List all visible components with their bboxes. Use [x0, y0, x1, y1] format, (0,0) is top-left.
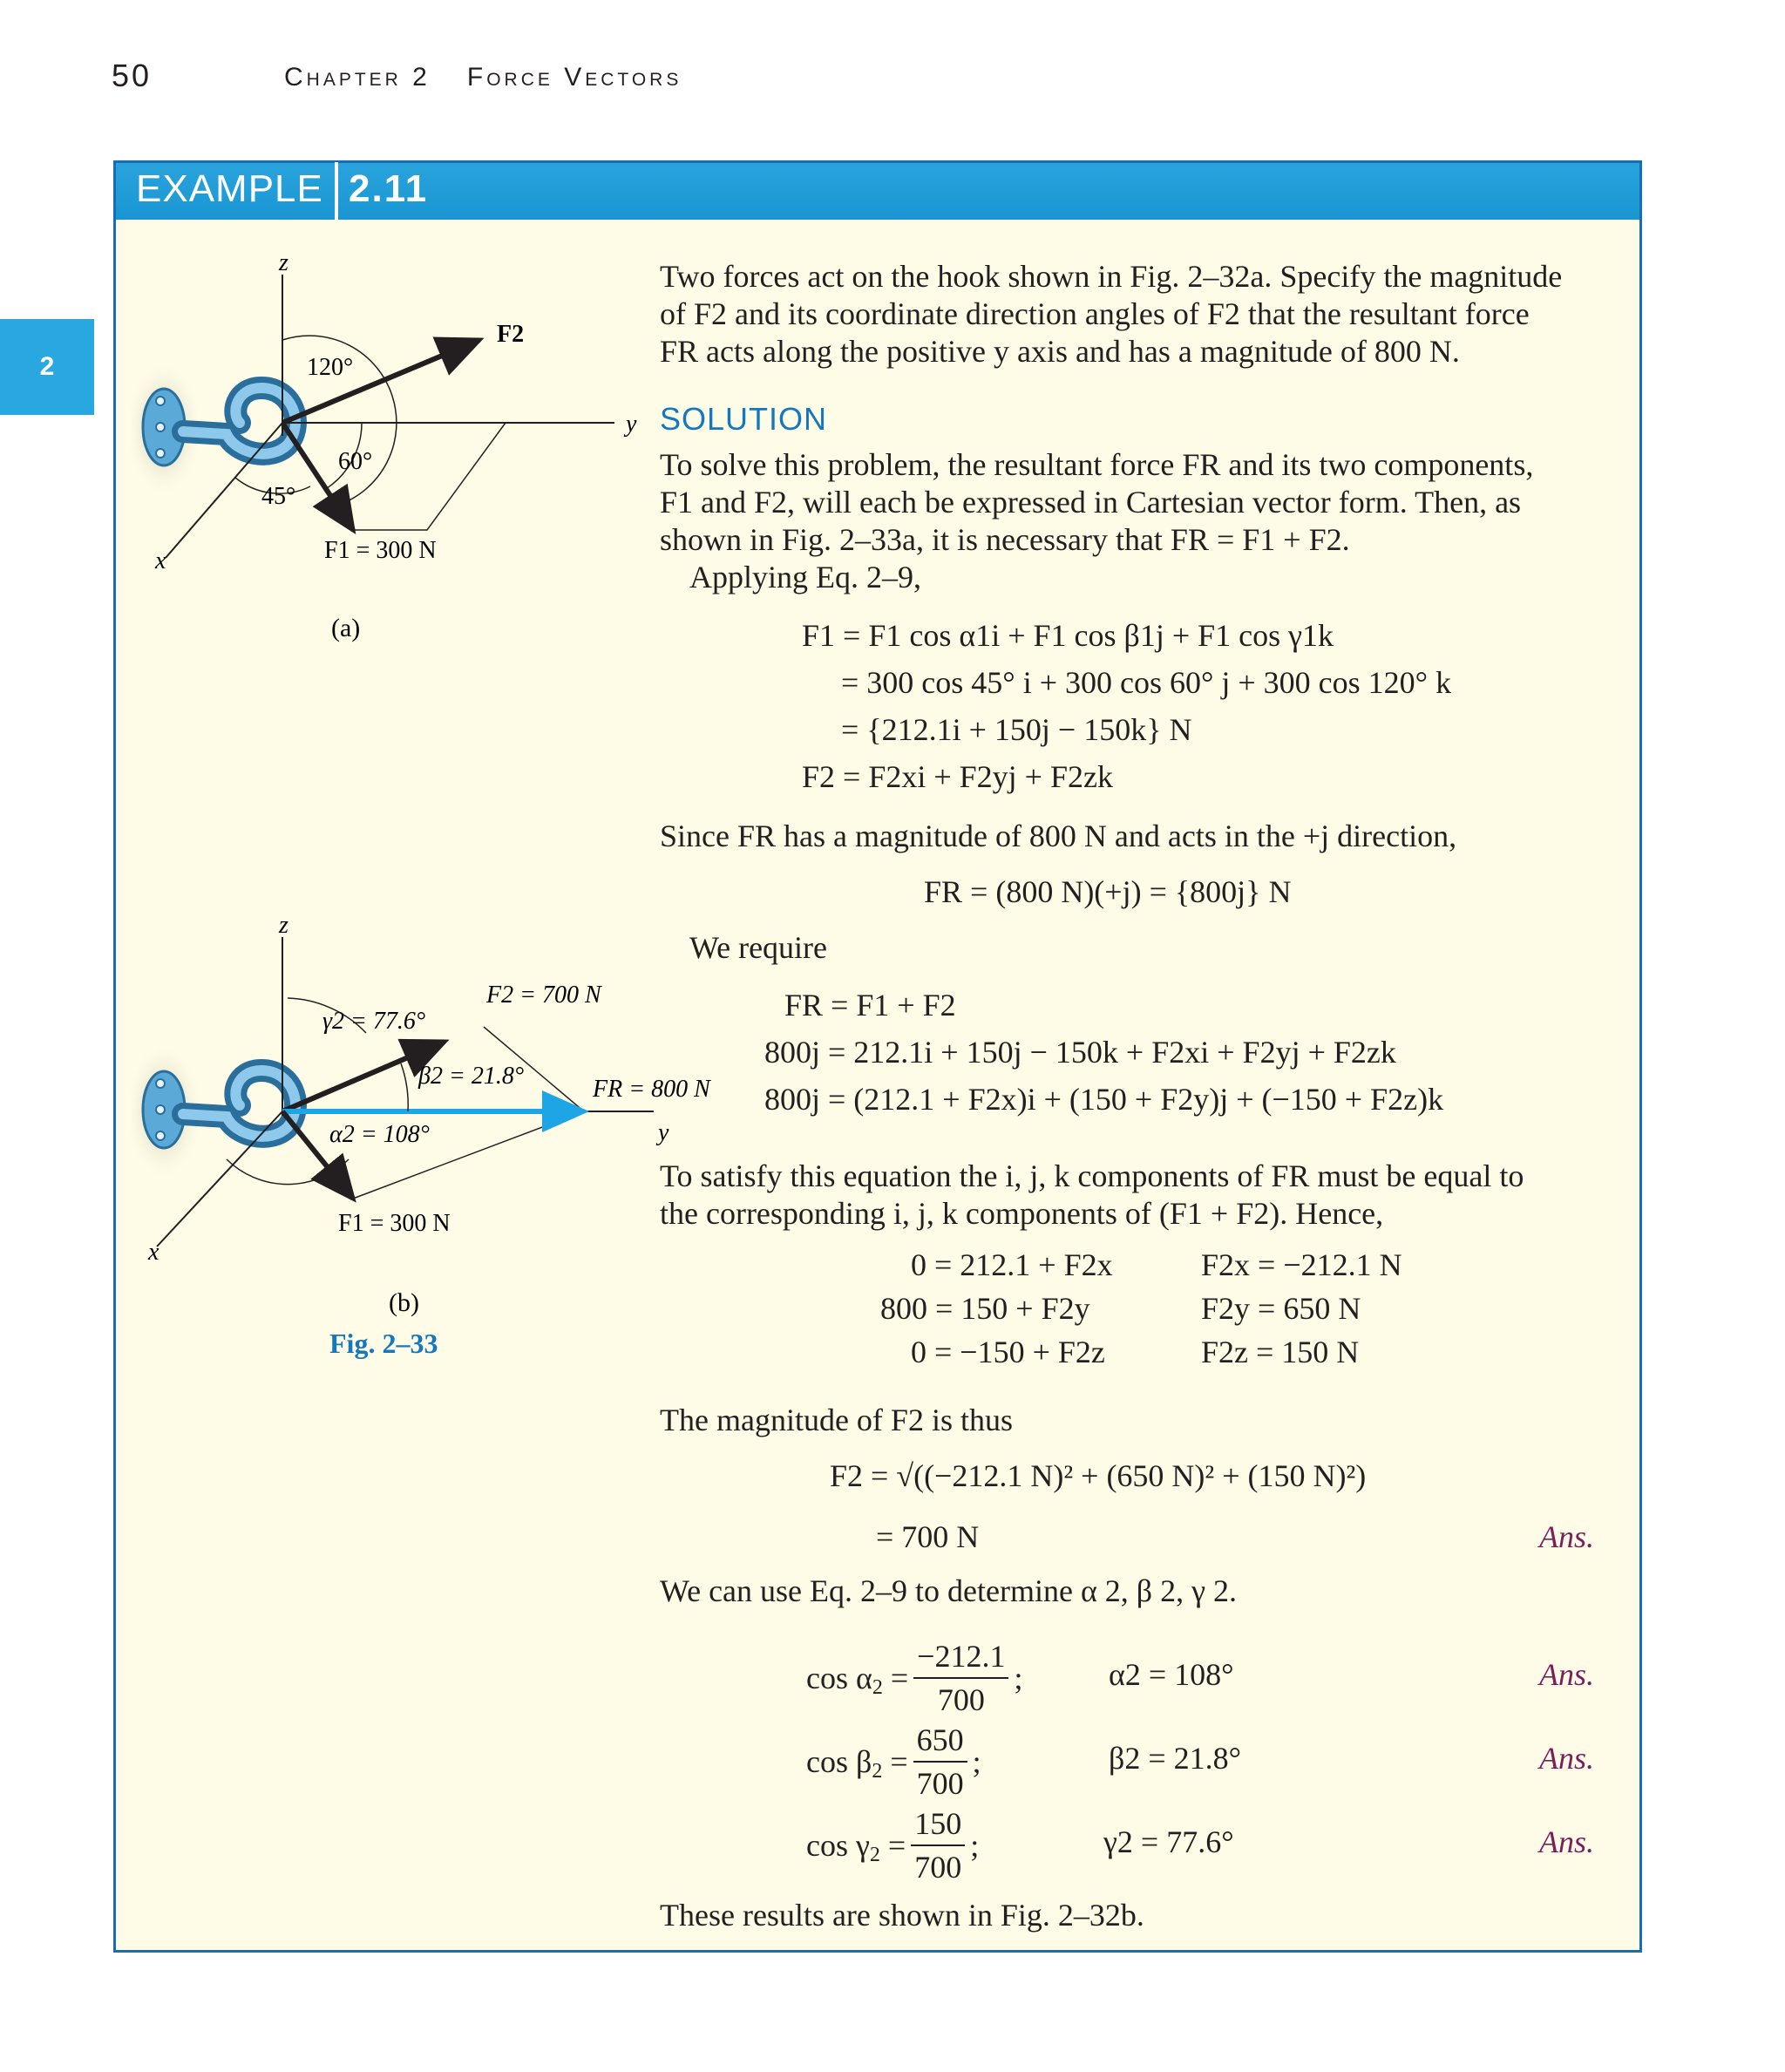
fig-a-caption: (a) — [331, 614, 361, 642]
solution-line-3: shown in Fig. 2–33a, it is necessary that FR = F1 + F2. — [660, 522, 1350, 557]
problem-line-1: Two forces act on the hook shown in Fig. 2–32a. Specify the magnitude — [660, 259, 1563, 294]
since-sentence: Since FR has a magnitude of 800 N and acts in the +j direction, — [660, 819, 1457, 853]
f2-arrow — [282, 340, 479, 423]
system-right-2: F2y = 650 N — [1201, 1291, 1361, 1326]
cos-beta-denominator: 700 — [916, 1766, 964, 1801]
satisfy-line-2: the corresponding i, j, k components of (F1 + F2). Hence, — [660, 1196, 1384, 1231]
fig-a-f2-label: F2 — [497, 321, 525, 348]
equation-f1-result: = {212.1i + 150j − 150k} N — [841, 712, 1192, 747]
figure-a — [131, 244, 741, 662]
fig-b-f2-label: F2 = 700 N — [486, 982, 601, 1009]
solution-heading: SOLUTION — [660, 401, 828, 437]
cos-gamma-lhs: $\cos \gamma_2$ = — [806, 1828, 906, 1866]
system-right-3: F2z = 150 N — [1201, 1335, 1360, 1369]
fig-b-alpha-label: α2 = 108° — [329, 1121, 430, 1148]
solution-line-4: Applying Eq. 2–9, — [689, 560, 921, 594]
beta-result: β2 = 21.8° — [1109, 1741, 1242, 1776]
cos-alpha-numerator: −212.1 — [913, 1637, 1008, 1679]
answer-marker: Ans. — [1539, 1824, 1594, 1859]
satisfy-line-1: To satisfy this equation the i, j, k components of FR must be equal to — [660, 1158, 1524, 1193]
solution-line-2: F1 and F2, will each be expressed in Cartesian vector form. Then, as — [660, 485, 1522, 520]
fig-b-z-label: z — [279, 912, 288, 939]
beta-arc — [401, 1063, 408, 1111]
magnitude-equation: F2 = √((−212.1 N)² + (650 N)² + (150 N)²) — [830, 1458, 1367, 1493]
system-right-1: F2x = −212.1 N — [1201, 1247, 1402, 1282]
fig-a-angle-60: 60° — [338, 448, 373, 475]
f1-arrow — [282, 423, 353, 530]
solution-line-1: To solve this problem, the resultant force FR and its two components, — [660, 447, 1534, 482]
fig-b-caption: (b) — [389, 1288, 419, 1317]
equation-fr: FR = (800 N)(+j) = {800j} N — [924, 874, 1292, 909]
fig-a-angle-45: 45° — [261, 483, 296, 510]
example-header-bar — [113, 160, 1642, 220]
problem-line-3: FR acts along the positive y axis and has a magnitude of 800 N. — [660, 334, 1460, 369]
conclusion: These results are shown in Fig. 2–32b. — [660, 1898, 1144, 1933]
fig-b-y-label: y — [658, 1119, 669, 1146]
fig-b-beta-label: β2 = 21.8° — [418, 1063, 525, 1090]
cos-beta-numerator: 650 — [913, 1721, 967, 1763]
example-number: 2.11 — [349, 167, 429, 210]
cos-gamma-row: $\cos \gamma_2$ = $\frac{150}{700}$ ; — [806, 1806, 980, 1885]
equation-f1-general: F1 = F1 cos α1i + F1 cos β1j + F1 cos γ1k — [802, 618, 1334, 653]
fig-a-f1-label: F1 = 300 N — [324, 537, 437, 564]
fig-b-gamma-label: γ2 = 77.6° — [322, 1008, 426, 1035]
alpha-result: α2 = 108° — [1109, 1657, 1234, 1692]
running-head — [284, 63, 682, 92]
figure-number: Fig. 2–33 — [329, 1328, 438, 1359]
fig-a-x-label: x — [155, 547, 166, 574]
requirement-2: 800j = 212.1i + 150j − 150k + F2xi + F2yj + F2zk — [764, 1035, 1396, 1070]
chapter-label: Chapter 2 — [284, 63, 431, 92]
requirement-3: 800j = (212.1 + F2x)i + (150 + F2y)j + (−150 + F2z)k — [764, 1082, 1444, 1117]
fig-a-angle-120: 120° — [307, 354, 354, 381]
we-require: We require — [689, 930, 828, 965]
answer-marker: Ans. — [1539, 1519, 1594, 1554]
cos-alpha-row: $\cos \alpha_2$ = $\frac{-212.1}{700}$ ; — [806, 1639, 1023, 1717]
equation-f1-numeric: = 300 cos 45° i + 300 cos 60° j + 300 cos 120° k — [841, 665, 1452, 700]
system-left-3: 0 = −150 + F2z — [911, 1335, 1105, 1369]
fig-b-x-label: x — [148, 1239, 159, 1266]
cos-gamma-numerator: 150 — [911, 1804, 965, 1846]
equation-f2-general: F2 = F2xi + F2yj + F2zk — [802, 759, 1113, 794]
cos-gamma-denominator: 700 — [914, 1850, 962, 1885]
magnitude-intro: The magnitude of F2 is thus — [660, 1403, 1013, 1437]
example-label: EXAMPLE — [136, 167, 323, 210]
problem-line-2: of F2 and its coordinate direction angles of F2 that the resultant force — [660, 296, 1530, 331]
answer-marker: Ans. — [1539, 1741, 1594, 1776]
chapter-title: Force Vectors — [466, 63, 682, 92]
gamma-result: γ2 = 77.6° — [1103, 1824, 1234, 1859]
fig-b-fr-label: FR = 800 N — [593, 1076, 710, 1103]
cos-alpha-denominator: 700 — [937, 1682, 985, 1717]
cos-beta-lhs: $\cos \beta_2$ = — [806, 1744, 908, 1783]
projection-lines — [353, 423, 506, 530]
cos-alpha-lhs: $\cos \alpha_2$ = — [806, 1661, 909, 1699]
requirement-1: FR = F1 + F2 — [784, 988, 956, 1022]
example-divider — [335, 162, 338, 220]
use-eq-sentence: We can use Eq. 2–9 to determine α 2, β 2, γ 2. — [660, 1573, 1238, 1608]
cos-beta-row: $\cos \beta_2$ = $\frac{650}{700}$ ; — [806, 1722, 981, 1801]
system-left-1: 0 = 212.1 + F2x — [911, 1247, 1113, 1282]
cos-alpha-fraction — [913, 1637, 1008, 1719]
page-number: 50 — [112, 58, 153, 93]
fig-b-f1-label: F1 = 300 N — [338, 1210, 451, 1237]
system-left-2: 800 = 150 + F2y — [880, 1291, 1090, 1326]
magnitude-result: = 700 N — [876, 1519, 980, 1554]
cos-beta-fraction — [913, 1721, 967, 1803]
figure-b — [131, 898, 741, 1386]
fig-a-z-label: z — [279, 249, 288, 276]
cos-gamma-fraction — [911, 1804, 965, 1886]
fig-a-y-label: y — [626, 411, 637, 438]
chapter-side-tab: 2 — [0, 319, 94, 415]
answer-marker: Ans. — [1539, 1657, 1594, 1692]
